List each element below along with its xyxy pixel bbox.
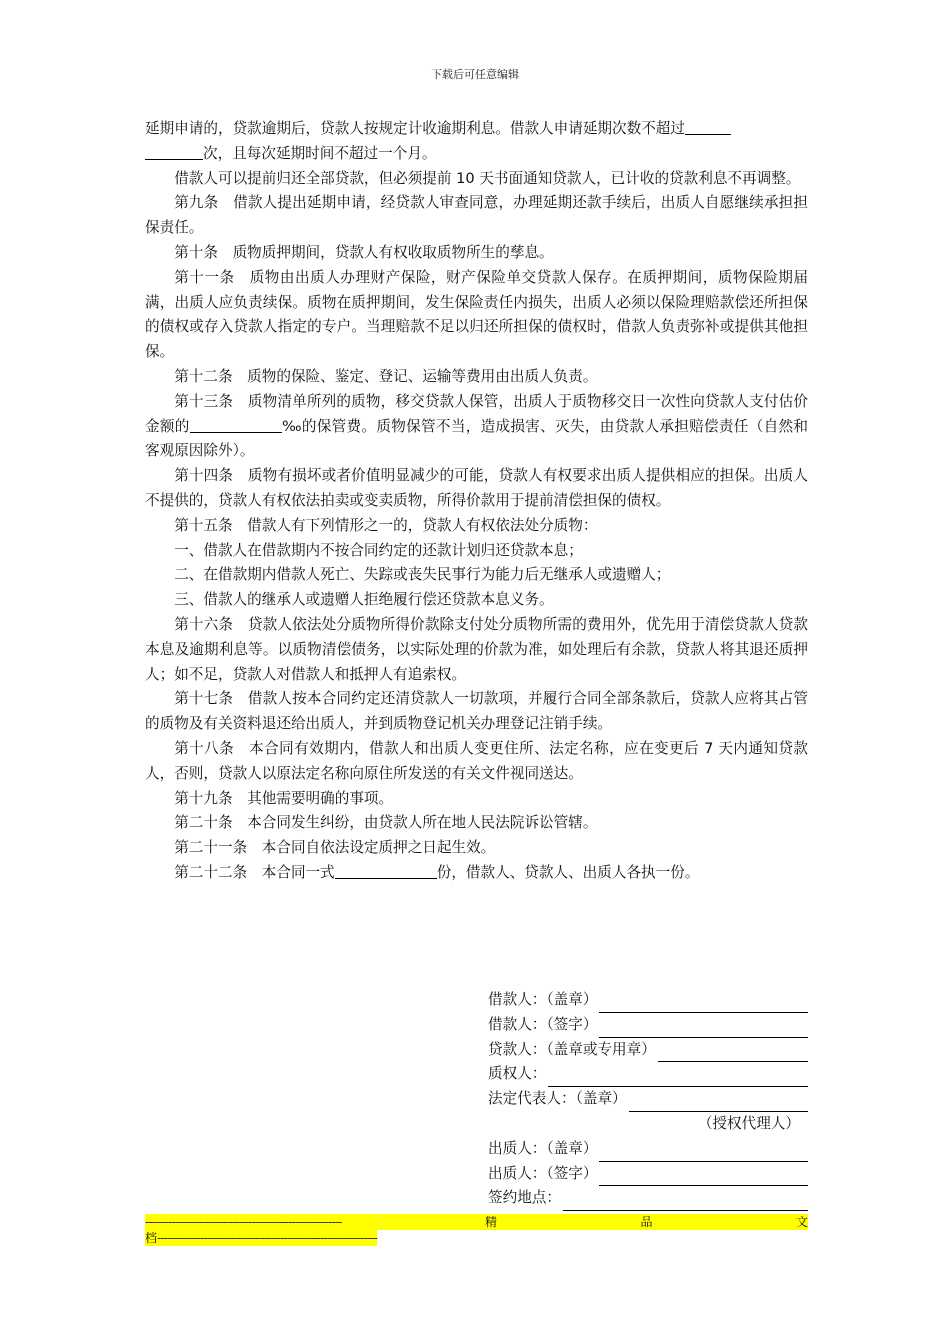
article-11: 第十一条 质物由出质人办理财产保险，财产保险单交贷款人保存。在质押期间，质物保险期届满，出质人应负责续保。质物在质押期间，发生保险责任内损失，出质人必须以保险理赔款偿还所担保的债权或存入贷款人指定的专户。当理赔款不足以归还所担保的债权时，借款人负责弥补或提供其他担保。 [145,268,808,361]
sig-line [599,1020,808,1038]
contract-body [145,117,808,886]
article-15-item-3: 三、借款人的继承人或遗赠人拒绝履行偿还贷款本息义务。 [174,591,554,609]
footer-word-1: 精 [484,1215,497,1229]
blank-extension-count [685,118,731,135]
footer-line-2: 档------------------------------------------------------------------ [145,1231,377,1245]
article-20: 第二十条 本合同发生纠纷，由贷款人所在地人民法院诉讼管辖。 [174,814,598,832]
signature-block [488,988,808,1211]
footer-word-3: 文 [795,1215,808,1229]
sig-line [599,1168,808,1186]
paragraph-early-repay: 借款人可以提前归还全部贷款，但必须提前 10 天书面通知贷款人，已计收的贷款利息不再调整。 [174,169,801,187]
sig-borrower-seal: 借款人：（盖章） [488,988,808,1013]
sig-line [599,995,808,1013]
sig-line [563,1193,808,1211]
article-18: 第十八条 本合同有效期内，借款人和出质人变更住所、法定名称，应在变更后 7 天内通知贷款人，否则，贷款人以原法定名称向原住所发送的有关文件视同送达。 [145,739,808,782]
article-15-item-2: 二、在借款期内借款人死亡、失踪或丧失民事行为能力后无继承人或遗赠人； [174,566,671,584]
sig-legal-rep: 法定代表人：（盖章） [488,1087,808,1112]
sig-line [658,1044,808,1062]
sig-pledgor-seal: 出质人：（盖章） [488,1137,808,1162]
article-10: 第十条 质物质押期间，贷款人有权收取质物所生的孳息。 [174,243,554,261]
footer-word-2: 品 [640,1215,653,1229]
sig-line [599,1144,808,1162]
sig-line [629,1094,808,1112]
article-19: 第十九条 其他需要明确的事项。 [174,789,394,807]
sig-lender-seal: 贷款人：（盖章或专用章） [488,1038,808,1063]
blank-extension-count-cont [145,143,203,160]
article-17: 第十七条 借款人按本合同约定还清贷款人一切款项，并履行合同全部条款后，贷款人应将其占管的质物及有关资料退还给出质人，并到质物登记机关办理登记注销手续。 [145,690,808,733]
footer-line-1 [145,1214,808,1230]
article-21: 第二十一条 本合同自依法设定质押之日起生效。 [174,839,496,857]
sig-place: 签约地点： [488,1186,808,1211]
footer-dashes-left: ----------------------------------------------------------- [145,1215,342,1229]
article-14: 第十四条 质物有损坏或者价值明显减少的可能，贷款人有权要求出质人提供相应的担保。出质人不提供的，贷款人有权依法拍卖或变卖质物，所得价款用于提前清偿担保的债权。 [145,467,808,509]
page-header: 下载后可任意编辑 [431,68,519,81]
blank-fee-rate [190,416,282,433]
sig-borrower-sign: 借款人：（签字） [488,1013,808,1038]
footer-watermark [145,1214,808,1246]
article-12: 第十二条 质物的保险、鉴定、登记、运输等费用由出质人负责。 [174,367,598,385]
article-16: 第十六条 贷款人依法处分质物所得价款除支付处分质物所需的费用外，优先用于清偿贷款人贷款本息及逾期利息等。以质物清偿债务，以实际处理的价款为准，如处理后有余款，贷款人将其退还质押人；如不足，贷款人对借款人和抵押人有追索权。 [145,615,808,683]
sig-pledgee: 质权人： [488,1062,808,1087]
article-13: 第十三条 质物清单所列的质物，移交贷款人保管，出质人于质物移交日一次性向贷款人支付估价金额的 ‰的保管费。质物保管不当，造成损害、灭失，由贷款人承担赔偿责任（自然和客观原因除外）。 [145,392,808,460]
article-22: 第二十二条 本合同一式 份，借款人、贷款人、出质人各执一份。 [174,863,700,881]
sig-pledgor-sign: 出质人：（签字） [488,1162,808,1187]
blank-copies [335,862,437,879]
sig-line [548,1069,808,1087]
paragraph-extension: 延期申请的，贷款逾期后，贷款人按规定计收逾期利息。借款人申请延期次数不超过 次，且每次延期时间不超过一个月。 [145,117,808,167]
footer-dashes-right: ------------------------------------------------------------------ [157,1231,377,1245]
sig-agent: （授权代理人） [697,1114,800,1132]
article-15-item-1: 一、借款人在借款期内不按合同约定的还款计划归还贷款本息； [174,541,583,559]
article-9: 第九条 借款人提出延期申请，经贷款人审查同意，办理延期还款手续后，出质人自愿继续承担担保责任。 [145,194,808,237]
article-15: 第十五条 借款人有下列情形之一的，贷款人有权依法处分质物： [174,516,598,534]
